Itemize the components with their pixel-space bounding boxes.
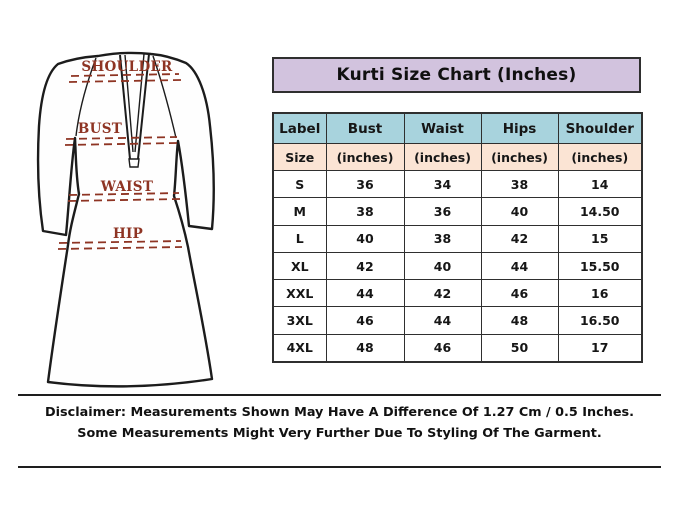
waist-cell: 36 xyxy=(404,198,481,225)
size-chart-table xyxy=(272,112,643,363)
disclaimer-top-rule xyxy=(18,394,661,396)
waist-label: WAIST xyxy=(100,179,154,195)
table-row-m xyxy=(273,198,642,225)
hips-cell: 50 xyxy=(481,334,558,362)
hip-label: HIP xyxy=(112,226,144,242)
disclaimer-line-1: Disclaimer: Measurements Shown May Have A Difference Of 1.27 Cm / 0.5 Inches. xyxy=(44,405,635,420)
shoulder-cell: 14 xyxy=(558,171,642,198)
bust-cell: 44 xyxy=(326,280,404,307)
waist-cell: 44 xyxy=(404,307,481,334)
subheader-size: Size xyxy=(273,144,326,171)
disclaimer xyxy=(18,402,661,444)
chart-title-text: Kurti Size Chart (Inches) xyxy=(336,65,577,85)
size-cell: M xyxy=(273,198,326,225)
kurti-outline xyxy=(38,53,214,386)
column-header-bust: Bust xyxy=(326,113,404,144)
bust-cell: 48 xyxy=(326,334,404,362)
waist-cell: 38 xyxy=(404,225,481,252)
subheader-unit: (inches) xyxy=(326,144,404,171)
shoulder-cell: 15.50 xyxy=(558,252,642,279)
table-row-l xyxy=(273,225,642,252)
table-row-4xl xyxy=(273,334,642,362)
size-cell: XL xyxy=(273,252,326,279)
waist-cell: 46 xyxy=(404,334,481,362)
waist-cell: 42 xyxy=(404,280,481,307)
table-row-s xyxy=(273,171,642,198)
bust-label: BUST xyxy=(77,121,123,137)
hips-cell: 48 xyxy=(481,307,558,334)
size-cell: 3XL xyxy=(273,307,326,334)
bust-cell: 38 xyxy=(326,198,404,225)
size-cell: L xyxy=(273,225,326,252)
table-row-xxl xyxy=(273,280,642,307)
shoulder-cell: 16 xyxy=(558,280,642,307)
bust-cell: 36 xyxy=(326,171,404,198)
table-subheader-row xyxy=(273,144,642,171)
disclaimer-line-2: Some Measurements Might Very Further Due To Styling Of The Garment. xyxy=(77,426,602,441)
column-header-shoulder: Shoulder xyxy=(558,113,642,144)
shoulder-cell: 16.50 xyxy=(558,307,642,334)
column-header-hips: Hips xyxy=(481,113,558,144)
waist-cell: 34 xyxy=(404,171,481,198)
column-header-label: Label xyxy=(273,113,326,144)
hips-cell: 44 xyxy=(481,252,558,279)
chart-title xyxy=(272,57,641,93)
shoulder-label: SHOULDER xyxy=(81,59,173,75)
size-cell: 4XL xyxy=(273,334,326,362)
waist-cell: 40 xyxy=(404,252,481,279)
size-cell: S xyxy=(273,171,326,198)
shoulder-cell: 17 xyxy=(558,334,642,362)
hips-cell: 46 xyxy=(481,280,558,307)
bust-cell: 42 xyxy=(326,252,404,279)
hips-cell: 38 xyxy=(481,171,558,198)
hips-cell: 40 xyxy=(481,198,558,225)
table-header-row xyxy=(273,113,642,144)
table-row-3xl xyxy=(273,307,642,334)
shoulder-cell: 15 xyxy=(558,225,642,252)
disclaimer-bottom-rule xyxy=(18,466,661,468)
subheader-unit: (inches) xyxy=(481,144,558,171)
bust-cell: 46 xyxy=(326,307,404,334)
column-header-waist: Waist xyxy=(404,113,481,144)
subheader-unit: (inches) xyxy=(558,144,642,171)
hips-cell: 42 xyxy=(481,225,558,252)
table-row-xl xyxy=(273,252,642,279)
subheader-unit: (inches) xyxy=(404,144,481,171)
shoulder-cell: 14.50 xyxy=(558,198,642,225)
bust-cell: 40 xyxy=(326,225,404,252)
size-cell: XXL xyxy=(273,280,326,307)
